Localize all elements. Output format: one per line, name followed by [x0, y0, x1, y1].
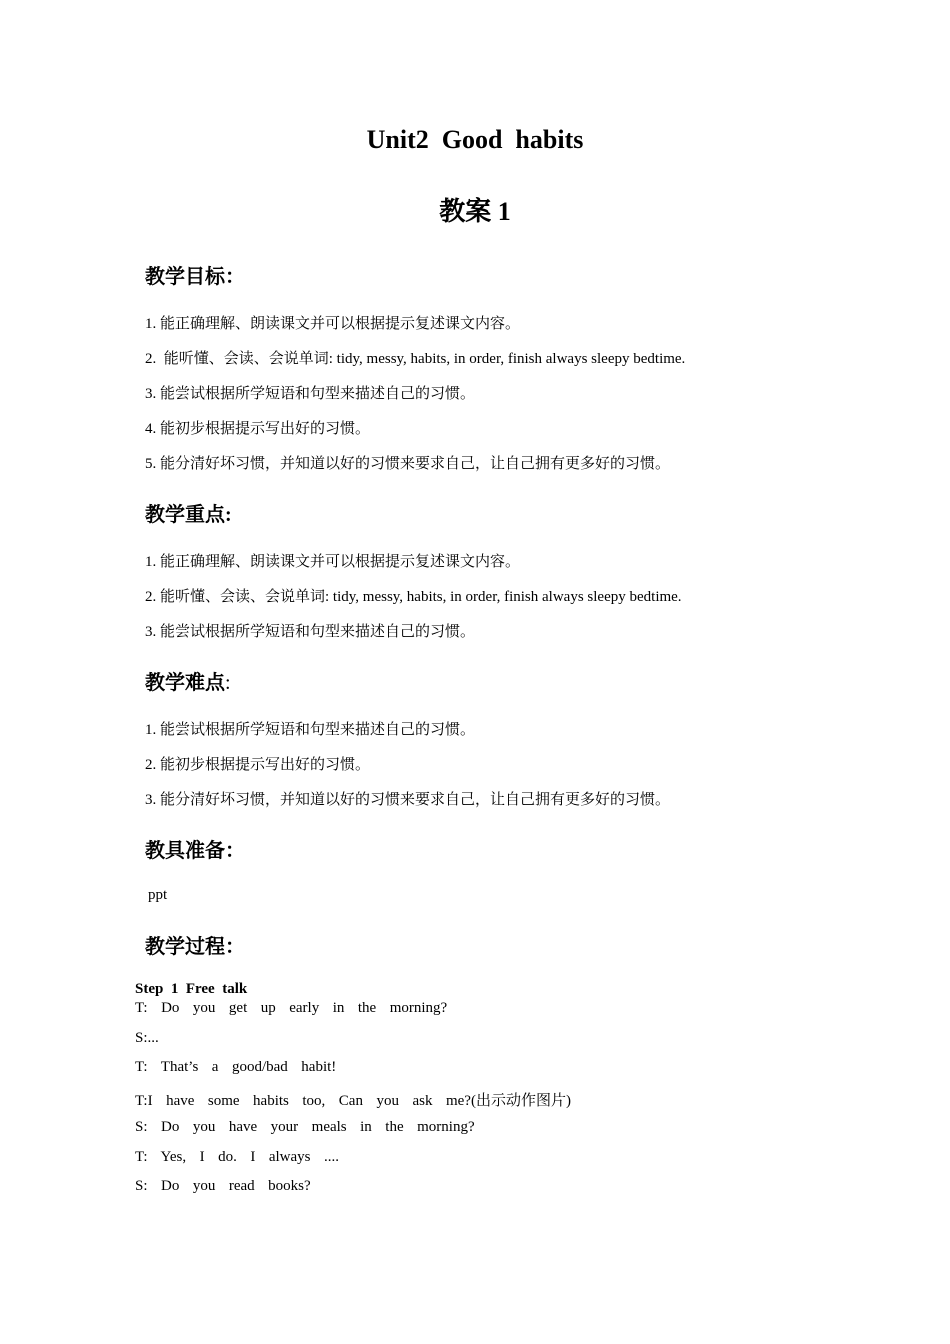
step-1-title: Step 1 Free talk	[135, 981, 248, 997]
objective-item: 3. 能尝试根据所学短语和句型来描述自己的习惯。	[145, 386, 476, 402]
document-subtitle: 教案 1	[439, 197, 511, 226]
difficulty-item: 2. 能初步根据提示写出好的习惯。	[145, 757, 371, 773]
dialogue-line: T: Yes, I do. I always ....	[135, 1149, 339, 1165]
dialogue-line: T: Do you get up early in the morning?	[135, 1000, 448, 1016]
dialogue-line: T: That’s a good/bad habit!	[135, 1059, 337, 1075]
key-points-heading: 教学重点:	[145, 504, 232, 526]
document-title: Unit2 Good habits	[366, 125, 584, 154]
key-point-item: 1. 能正确理解、朗读课文并可以根据提示复述课文内容。	[145, 554, 521, 570]
key-point-item: 3. 能尝试根据所学短语和句型来描述自己的习惯。	[145, 624, 476, 640]
process-heading: 教学过程：	[145, 936, 245, 958]
key-point-item: 2. 能听懂、会读、会说单词: tidy, messy, habits, in order, finish always sleepy bedtime.	[145, 589, 682, 605]
objective-item: 5. 能分清好坏习惯，并知道以好的习惯来要求自己，让自己拥有更多好的习惯。	[145, 456, 671, 472]
difficulties-heading	[145, 666, 231, 695]
objective-item: 4. 能初步根据提示写出好的习惯。	[145, 421, 371, 437]
objective-item: 2. 能听懂、会读、会说单词: tidy, messy, habits, in order, finish always sleepy bedtime.	[145, 351, 686, 367]
difficulties-heading-text: 教学难点	[145, 672, 225, 694]
difficulty-item: 1. 能尝试根据所学短语和句型来描述自己的习惯。	[145, 722, 476, 738]
dialogue-line: S: Do you have your meals in the morning?	[135, 1119, 475, 1135]
dialogue-line: T:I have some habits too, Can you ask me?(出示动作图片)	[135, 1093, 571, 1109]
difficulty-item: 3. 能分清好坏习惯，并知道以好的习惯来要求自己，让自己拥有更多好的习惯。	[145, 792, 671, 808]
dialogue-line: S:...	[135, 1030, 159, 1046]
difficulties-heading-colon: :	[225, 672, 231, 694]
objective-item: 1. 能正确理解、朗读课文并可以根据提示复述课文内容。	[145, 316, 521, 332]
objectives-heading: 教学目标：	[145, 266, 245, 288]
dialogue-line: S: Do you read books?	[135, 1178, 311, 1194]
materials-text: ppt	[148, 887, 168, 903]
materials-heading: 教具准备：	[145, 840, 245, 862]
